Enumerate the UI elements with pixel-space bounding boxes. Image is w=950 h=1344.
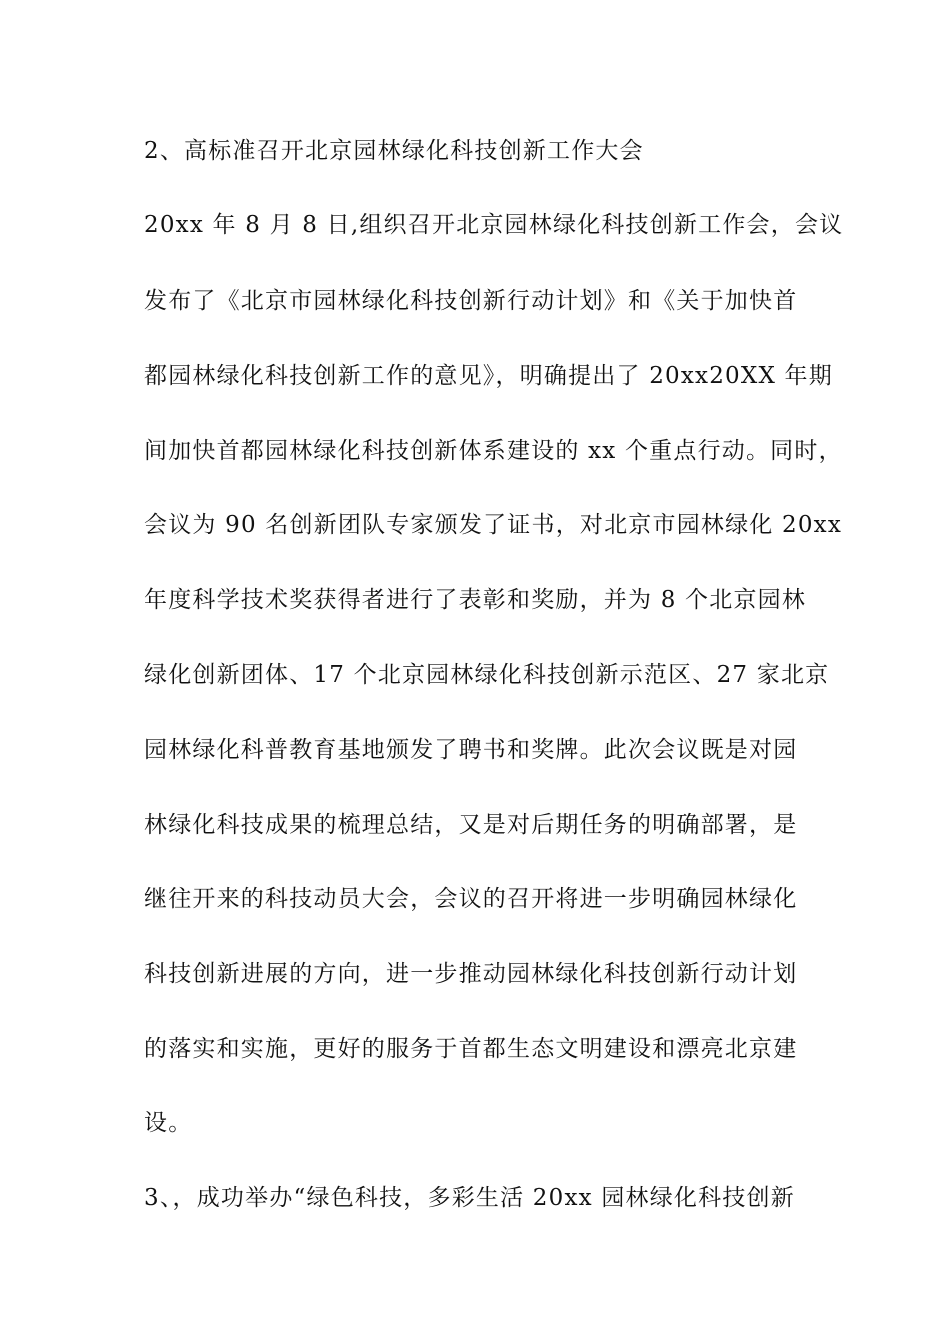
section-3-heading: 3、，成功举办“绿色科技，多彩生活 20xx 园林绿化科技创新 bbox=[144, 1185, 795, 1211]
paragraph-line: 都园林绿化科技创新工作的意见》，明确提出了 20xx20XX 年期 bbox=[144, 363, 833, 389]
paragraph-line: 林绿化科技成果的梳理总结，又是对后期任务的明确部署，是 bbox=[144, 812, 798, 838]
section-2-heading: 2、高标准召开北京园林绿化科技创新工作大会 bbox=[144, 138, 644, 164]
paragraph-line: 园林绿化科普教育基地颁发了聘书和奖牌。此次会议既是对园 bbox=[144, 737, 798, 763]
paragraph-line: 年度科学技术奖获得者进行了表彰和奖励，并为 8 个北京园林 bbox=[144, 587, 807, 613]
paragraph-line: 继往开来的科技动员大会，会议的召开将进一步明确园林绿化 bbox=[144, 886, 798, 912]
paragraph-line: 的落实和实施，更好的服务于首都生态文明建设和漂亮北京建 bbox=[144, 1036, 798, 1062]
paragraph-line: 科技创新进展的方向，进一步推动园林绿化科技创新行动计划 bbox=[144, 961, 798, 987]
paragraph-line: 设。 bbox=[144, 1110, 193, 1136]
paragraph-line: 20xx 年 8 月 8 日,组织召开北京园林绿化科技创新工作会，会议 bbox=[144, 212, 844, 238]
paragraph-line: 绿化创新团体、17 个北京园林绿化科技创新示范区、27 家北京 bbox=[144, 662, 830, 688]
paragraph-line: 会议为 90 名创新团队专家颁发了证书，对北京市园林绿化 20xx bbox=[144, 512, 843, 538]
paragraph-line: 间加快首都园林绿化科技创新体系建设的 xx 个重点行动。同时， bbox=[144, 438, 843, 464]
paragraph-line: 发布了《北京市园林绿化科技创新行动计划》和《关于加快首 bbox=[144, 288, 798, 314]
